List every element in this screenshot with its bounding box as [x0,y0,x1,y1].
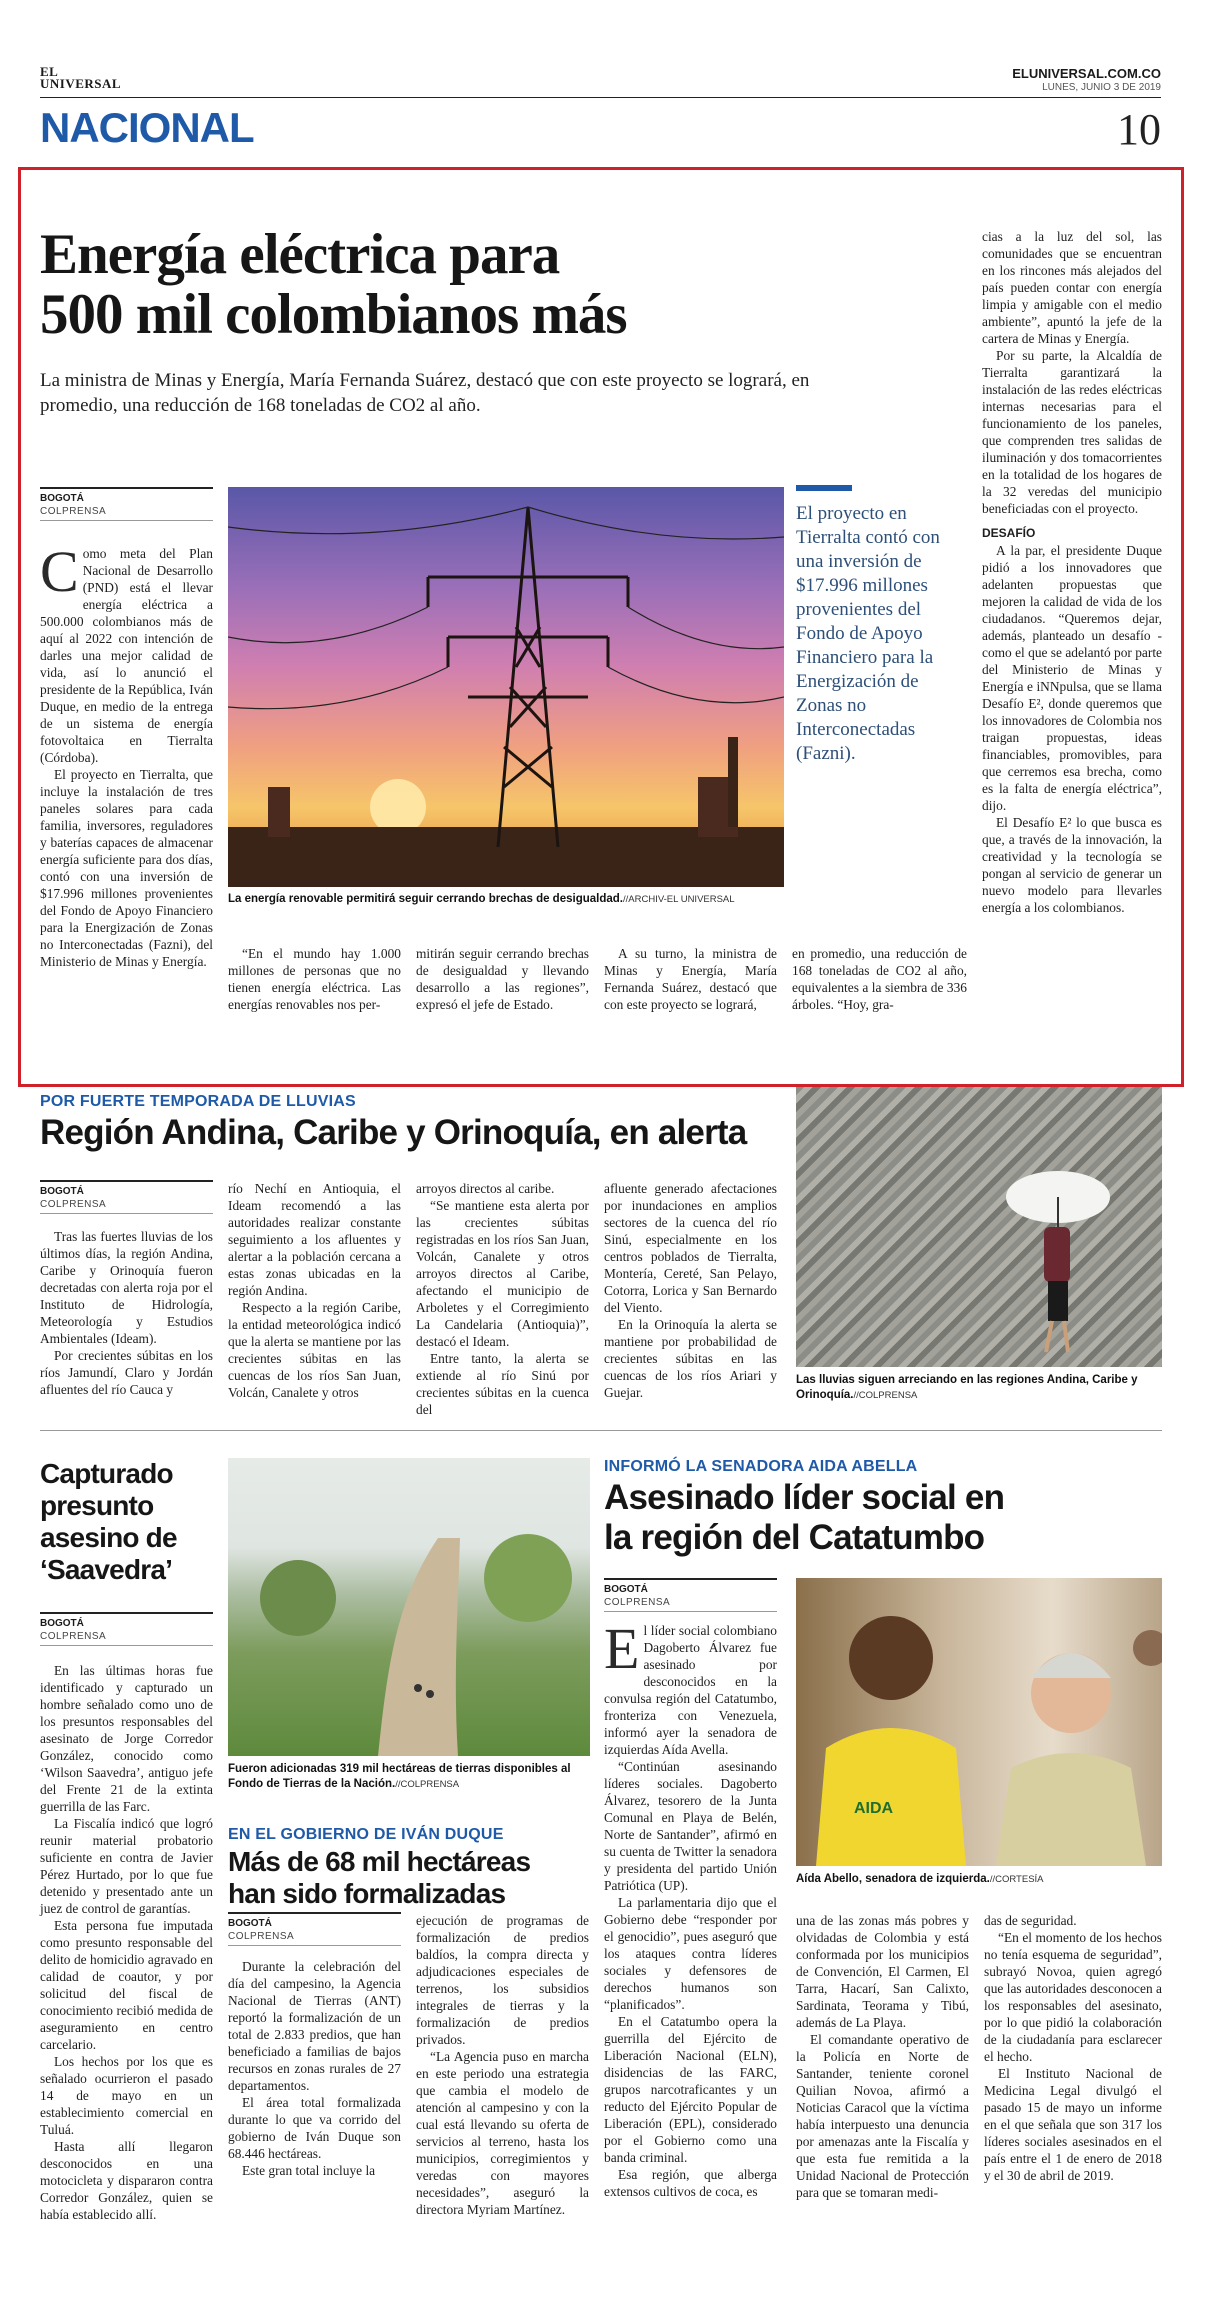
rural-road-illustration [228,1458,590,1756]
capturado-p4: Los hechos por los que es señalado ocurrieron el pasado 14 de mayo en un establecimiento comercial en Tuluá. [40,2054,213,2137]
issue-date: LUNES, JUNIO 3 DE 2019 [1042,82,1161,93]
main-p2: El proyecto en Tierralta, que incluye la instalación de tres paneles solares para cada familia, inversores, reguladores y baterías capaces de almacenar energía suficiente para dos días, contó con una inversión de $17.996 millones provenientes del Fondo de Apoyo Financiero para la Energización de Zonas no Interconectadas (Fazni), del Ministerio de Minas y Energía. [40,767,213,969]
catatumbo-c4b: “En el momento de los hechos no tenía esquema de seguridad”, subrayó Novoa, quien agregó que las autoridades desconocen a los responsables del asesinato, por lo que pidió la colaboración de la ciudadanía para esclarecer el hecho. [984,1930,1162,2064]
tierras-headline-line-1: Más de 68 mil hectáreas [228,1846,531,1877]
main-r1: cias a la luz del sol, las comunidades que se encuentran en los rincones más alejados del país pueden contar con energía limpia y amigable con el medio ambiente”, apuntó la jefe de la cartera de Minas y Energía. [982,229,1162,346]
aida-sign-text: AIDA [854,1800,894,1817]
byline-city: BOGOTÁ [40,493,84,504]
capturado-headline [40,1458,215,1586]
tierras-c2: ejecución de programas de formalización de predios baldíos, la compra directa y adjudicaciones especiales de terrenos, los subsidios integrales de tierras y la formalización de predios privados. [416,1913,589,2047]
main-headline-line-2: 500 mil colombianos más [40,283,627,346]
umbrella-woman-illustration [796,1087,1162,1367]
main-c3: mitirán seguir cerrando brechas de desigualdad y llevando desarrollo a las regiones”, expresó el jefe de Estado. [416,946,589,1012]
capturado-p1: En las últimas horas fue identificado y capturado un hombre señalado como uno de los presuntos responsables del asesinato de Jorge Corredor González, conocido como ‘Wilson Saavedra’, antiguo jefe del Frente 21 de la extinta guerrilla de las Farc. [40,1663,213,1814]
capturado-headline-line-4: ‘Saavedra’ [40,1554,173,1585]
lluvias-c4b: En la Orinoquía la alerta se mantiene por probabilidad de crecientes súbitas en las cuencas de los ríos Ariari y Guejar. [604,1317,777,1400]
lluvias-c3b: “Se mantiene esta alerta por las crecientes súbitas registradas en los ríos San Juan, Volcán, Canalete y otros arroyos directos al Caribe, afectando el municipio de Arboletes y el Corregimiento La Candelaria (Antioquia)”, destacó el Ideam. [416,1198,589,1349]
main-p1 [40,539,213,766]
masthead-rule [40,97,1161,98]
power-tower-photo [228,487,784,887]
main-r3: A la par, el presidente Duque pidió a los innovadores que adelanten propuestas que mejoren la calidad de vida de los ciudadanos. “Queremos dejar, además, planteado un desafío -como el que se adelantó por parte del Ministerio de Minas y Energía e iNNpulsa, que se llama Desafío E², donde queremos que los innovadores de Colombia nos traigan propuestas, ideas financiables, promovibles, para que cerremos esa brecha, como es la falta de energía eléctrica”, dijo. [982,543,1162,813]
lluvias-photo-caption [796,1373,1162,1403]
logo-line-1: EL [40,64,59,79]
byline-city: BOGOTÁ [40,1618,84,1629]
catatumbo-caption-credit: //CORTESÍA [989,1874,1044,1885]
main-caption-text: La energía renovable permitirá seguir cerrando brechas de desigualdad. [228,893,623,905]
power-tower-illustration [228,487,784,887]
capturado-headline-line-2: presunto [40,1490,154,1521]
pull-quote: El proyecto en Tierralta contó con una inversión de $17.996 millones provenientes del Fondo de Apoyo Financiero para la Energización de Zonas no Interconectadas (Fazni). [796,503,940,764]
lluvias-c1: Tras las fuertes lluvias de los últimos días, la región Andina, Caribe y Orinoquía fueron decretadas con alerta roja por el Instituto de Hidrología, Meteorología y Estudios Ambientales (Ideam). [40,1229,213,1346]
lluvias-column-3 [416,1180,589,1418]
main-headline-line-1: Energía eléctrica para [40,223,560,286]
main-p1-text: omo meta del Plan Nacional de Desarrollo (PND) está el llevar energía eléctrica a 500.000 colombianos más de aquí al 2022 con intención de darles una mejor calidad de vida, así lo anunció el presidente de la República, Iván Duque, en medio de la entrega de un sistema de energía fotovoltaica en Tierralta (Córdoba). [40,546,213,765]
tierras-c1: Durante la celebración del día del campesino, la Agencia Nacional de Tierras (ANT) reportó la formalización de un total de 2.833 predios, que han beneficiado a familias de bajos recursos en zonas rurales de 27 departamentos. [228,1959,401,2093]
tierras-c2b: “La Agencia puso en marcha en este periodo una estrategia que cambia el modelo de atención al campesino y con la cual está llevando su oferta de servicios al terreno, hasta los municipios, corregimientos y veredas con mayores necesidades”, aseguró la directora Myriam Martínez. [416,2049,589,2217]
tierras-byline [228,1912,401,1946]
pullquote-bar [796,485,852,491]
catatumbo-c2c: Esa región, que alberga extensos cultivos de coca, es [604,2167,777,2199]
main-column-5 [792,945,967,1013]
tierras-kicker: EN EL GOBIERNO DE IVÁN DUQUE [228,1826,504,1843]
lluvias-column-4 [604,1180,777,1401]
rural-road-photo [228,1458,590,1756]
catatumbo-column-2 [796,1912,969,2201]
section-title: NACIONAL [40,104,254,151]
catatumbo-c2a: La parlamentaria dijo que el Gobierno debe “responder por el genocidio”, pues aseguró que los ataques contra líderes sociales y defensores de derechos humanos son “planificados”. [604,1895,777,2012]
catatumbo-p1-text: l líder social colombiano Dagoberto Álvarez fue asesinado por desconocidos en la convulsa región del Catatumbo, fronteriza con Venezuela, informó ayer la senadora de izquierdas Aída Avella. [604,1623,777,1757]
capturado-byline [40,1612,213,1646]
subhead-desafio: DESAFÍO [982,526,1036,540]
lluvias-c3: arroyos directos al caribe. [416,1181,555,1196]
tierras-column-2 [416,1912,589,2218]
capturado-p5: Hasta allí llegaron desconocidos en una motocicleta y dispararon contra Corredor González, quien se había establecido allí. [40,2139,213,2222]
capturado-column [40,1662,213,2223]
dropcap: E [604,1616,640,1681]
lluvias-c1b: Por crecientes súbitas en los ríos Jamundí, Claro y Jordán afluentes del río Cauca y [40,1348,213,1397]
lluvias-c4: afluente generado afectaciones por inundaciones en amplios sectores de la cuenca del río Sinú, especialmente en los centros poblados de Tierralta, Montería, Cereté, San Pelayo, Cotorra, Lorica y San Bernardo del Viento. [604,1181,777,1315]
lluvias-column-1 [40,1228,213,1398]
main-photo-caption [228,892,784,907]
catatumbo-c4c: El Instituto Nacional de Medicina Legal divulgó el pasado 15 de mayo un informe en el que señala que son 317 los líderes sociales asesinados en el país entre el 1 de enero de 2018 y el 30 de abril de 2019. [984,2066,1162,2183]
lluvias-headline: Región Andina, Caribe y Orinoquía, en alerta [40,1113,747,1152]
tierras-photo-caption [228,1762,590,1792]
lluvias-c3c: Entre tanto, la alerta se extiende al río Sinú por crecientes súbitas en la cuenca del [416,1351,589,1417]
catatumbo-caption-text: Aída Abello, senadora de izquierda. [796,1873,990,1885]
catatumbo-p2: “Continúan asesinando líderes sociales. Dagoberto Álvarez, tesorero de la Junta Comunal en Playa de Belén, Norte de Santander”, afirmó en su cuenta de Twitter la senadora y presidenta del partido Unión Patriótica (UP). [604,1759,777,1893]
newspaper-logo[interactable] [40,66,121,90]
lluvias-c2: río Nechí en Antioquia, el Ideam recomendó a las autoridades realizar constante seguimiento a los afluentes y alertar a la población cercana a estas zonas ubicadas en la región Andina. [228,1181,401,1298]
lluvias-caption-credit: //COLPRENSA [853,1390,918,1401]
main-c4: A su turno, la ministra de Minas y Energía, María Fernanda Suárez, destacó que con este proyecto se logrará, [604,946,777,1012]
catatumbo-kicker: INFORMÓ LA SENADORA AIDA ABELLA [604,1458,918,1475]
lluvias-column-2 [228,1180,401,1401]
catatumbo-photo-caption [796,1872,1162,1887]
main-deck: La ministra de Minas y Energía, María Fernanda Suárez, destacó que con este proyecto se logrará, en promedio, una reducción de 168 toneladas de CO2 al año. [40,370,810,416]
main-r2: Por su parte, la Alcaldía de Tierralta garantizará la instalación de las redes eléctricas internas necesarias para el funcionamiento de los paneles, que comprenden tres salidas de iluminación y dos tomacorrientes en la totalidad de los hogares de la 32 veredas del municipio beneficiadas con el proyecto. [982,348,1162,516]
tierras-caption-text: Fueron adicionadas 319 mil hectáreas de tierras disponibles al Fondo de Tierras de la Nación. [228,1763,571,1790]
section-divider [40,1430,1162,1431]
tierras-headline [228,1846,598,1910]
catatumbo-column-1 [604,1616,777,2200]
byline-agency: COLPRENSA [40,1198,213,1214]
byline-agency: COLPRENSA [228,1930,401,1946]
catatumbo-c3b: El comandante operativo de la Policía en Norte de Santander, teniente coronel Quilian Novoa, afirmó a Noticias Caracol que la víctima había interpuesto una denuncia por amenazas ante la Fiscalía y que esta fue remitida a la Unidad Nacional de Protección para que se tomaran medi- [796,2032,969,2200]
lluvias-kicker: POR FUERTE TEMPORADA DE LLUVIAS [40,1093,356,1110]
catatumbo-c3a: una de las zonas más pobres y olvidadas de Colombia y está conformada por los municipios de Convención, El Carmen, El Tarra, Hacarí, San Calixto, Sardinata, Teorama y Tibú, además de La Playa. [796,1913,969,2030]
catatumbo-headline-line-1: Asesinado líder social en [604,1478,1005,1517]
lluvias-c2b: Respecto a la región Caribe, la entidad meteorológica indicó que la alerta se mantiene por las crecientes súbitas en las cuencas de los ríos San Juan, Volcán, Canalete y otros [228,1300,401,1400]
main-column-3 [416,945,589,1013]
rain-photo [796,1087,1162,1367]
byline-city: BOGOTÁ [228,1918,272,1929]
main-byline [40,487,213,521]
catatumbo-c4a: das de seguridad. [984,1913,1077,1928]
catatumbo-headline [604,1478,1164,1558]
dropcap: C [40,539,79,604]
tierras-headline-line-2: han sido formalizadas [228,1878,506,1909]
catatumbo-headline-line-2: la región del Catatumbo [604,1518,985,1557]
tierras-c1c: Este gran total incluye la [242,2163,376,2178]
capturado-p2: La Fiscalía indicó que logró reunir material probatorio suficiente en contra de Javier Pérez Hurtado, por lo que fue detenido y presentado ante un juez de control de garantías. [40,1816,213,1916]
main-r4: El Desafío E² lo que busca es que, a través de la innovación, la creatividad y la tecnología se pongan al servicio de generar un nuevo modelo para llevarles energía a los colombianos. [982,815,1162,915]
capturado-p3: Esta persona fue imputada como presunto responsable del delito de homicidio agravado en calidad de coautor, y por solicitud del fiscal de conocimiento recibió medida de aseguramiento en centro carcelario. [40,1918,213,2052]
lluvias-caption-text: Las lluvias siguen arreciando en las regiones Andina, Caribe y Orinoquía. [796,1374,1138,1401]
main-right-column [982,228,1162,916]
main-c2: “En el mundo hay 1.000 millones de personas que no tienen energía eléctrica. Las energías renovables nos per- [228,946,401,1012]
tierras-column-1 [228,1958,401,2179]
logo-line-2: UNIVERSAL [40,76,122,91]
page-number: 10 [1117,105,1161,154]
main-c5: en promedio, una reducción de 168 toneladas de CO2 al año, equivalentes a la siembra de 336 árboles. “Hoy, gra- [792,946,967,1012]
main-column-4 [604,945,777,1013]
senator-photo [796,1578,1162,1866]
lluvias-byline [40,1180,213,1214]
capturado-headline-line-1: Capturado [40,1458,173,1489]
people-illustration [796,1578,1162,1866]
site-url[interactable]: ELUNIVERSAL.COM.CO [1012,66,1161,81]
tierras-c1b: El área total formalizada durante lo que va corrido del gobierno de Iván Duque son 68.446 hectáreas. [228,2095,401,2161]
catatumbo-c2b: En el Catatumbo opera la guerrilla del Ejército de Liberación Nacional (ELN), disidencias de las FARC, grupos narcotraficantes y un reducto del Ejército Popular de Liberación (EPL), considerado por el Gobierno como una banda criminal. [604,2014,777,2165]
capturado-headline-line-3: asesino de [40,1522,177,1553]
byline-city: BOGOTÁ [604,1584,648,1595]
byline-agency: COLPRENSA [40,1630,213,1646]
catatumbo-byline [604,1578,777,1612]
main-headline [40,225,760,345]
tierras-caption-credit: //COLPRENSA [395,1779,460,1790]
catatumbo-p1 [604,1616,777,1758]
byline-agency: COLPRENSA [40,505,213,521]
byline-agency: COLPRENSA [604,1596,777,1612]
main-column-2 [228,945,401,1013]
main-column-1 [40,539,213,970]
main-caption-credit: //ARCHIV-EL UNIVERSAL [622,894,735,905]
catatumbo-column-3 [984,1912,1162,2184]
byline-city: BOGOTÁ [40,1186,84,1197]
